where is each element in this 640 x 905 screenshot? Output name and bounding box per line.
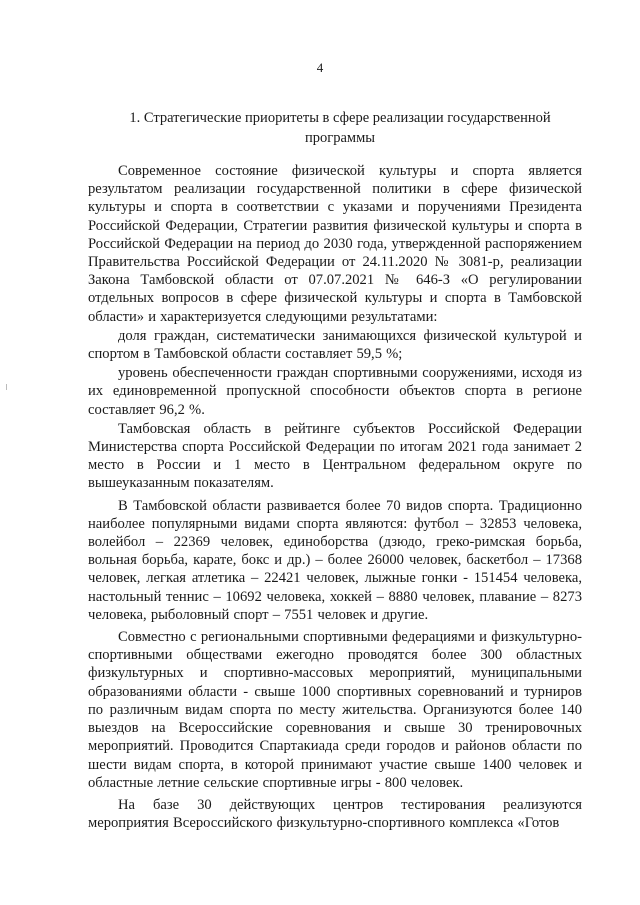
section-heading: 1. Стратегические приоритеты в сфере реализации государственной программы	[129, 110, 551, 146]
body-text	[88, 162, 582, 832]
paragraph-sports-types: В Тамбовской области развивается более 70 видов спорта. Традиционно наиболее популярными видами спорта являются: футбол – 32853 человека, волейбол – 22369 человек, единоборства (дзюдо, греко-римская борьба, вольная борьба, карате, бокс и др.) – более 26000 человек, баскетбол – 17368 человек, легкая атлетика – 22421 человек, лыжные гонки - 151454 человека, настольный теннис – 10692 человека, хоккей – 8880 человек, плавание – 8273 человека, рыболовный спорт – 7551 человек и другие.	[88, 497, 582, 623]
paragraph-events: Совместно с региональными спортивными федерациями и физкультурно-спортивными обществами ежегодно проводятся более 300 областных физкультурных и спортивно-массовых мероприятий, муниципальными образованиями области - свыше 1000 спортивных соревнований и турниров по различным видам спорта по месту жительства. Организуются более 140 выездов на Всероссийские соревнования и свыше 30 тренировочных мероприятий. Проводится Спартакиада среди городов и районов области по шести видам спорта, в которой принимают участие свыше 1400 человек и областные летние сельские спортивные игры - 800 человек.	[88, 629, 582, 791]
scan-artifact	[6, 384, 7, 390]
paragraph-facilities-level: уровень обеспеченности граждан спортивными сооружениями, исходя из их единовременной пропускной способности объектов спорта в регионе составляет 96,2 %.	[88, 365, 582, 418]
paragraph-rating: Тамбовская область в рейтинге субъектов Российской Федерации Министерства спорта Российской Федерации по итогам 2021 года занимает 2 место в России и 1 место в Центральном федеральном округе по вышеуказанным показателям.	[88, 420, 582, 492]
paragraph-share-citizens: доля граждан, систематически занимающихся физической культурой и спортом в Тамбовской области составляет 59,5 %;	[88, 327, 582, 363]
page-number: 4	[316, 60, 324, 75]
paragraph-testing-centers: На базе 30 действующих центров тестирования реализуются мероприятия Всероссийского физкультурно-спортивного комплекса «Готов	[88, 796, 582, 832]
paragraph-intro: Современное состояние физической культуры и спорта является результатом реализации государственной политики в сфере физической культуры и спорта в соответствии с указами и поручениями Президента Российской Федерации, Стратегии развития физической культуры и спорта в Российской Федерации на период до 2030 года, утвержденной распоряжением Правительства Российской Федерации от 24.11.2020 № 3081-р, реализации Закона Тамбовской области от 07.07.2021 № 646-З «О регулировании отдельных вопросов в сфере физической культуры и спорта в Тамбовской области» и характеризуется следующими результатами:	[88, 163, 582, 325]
